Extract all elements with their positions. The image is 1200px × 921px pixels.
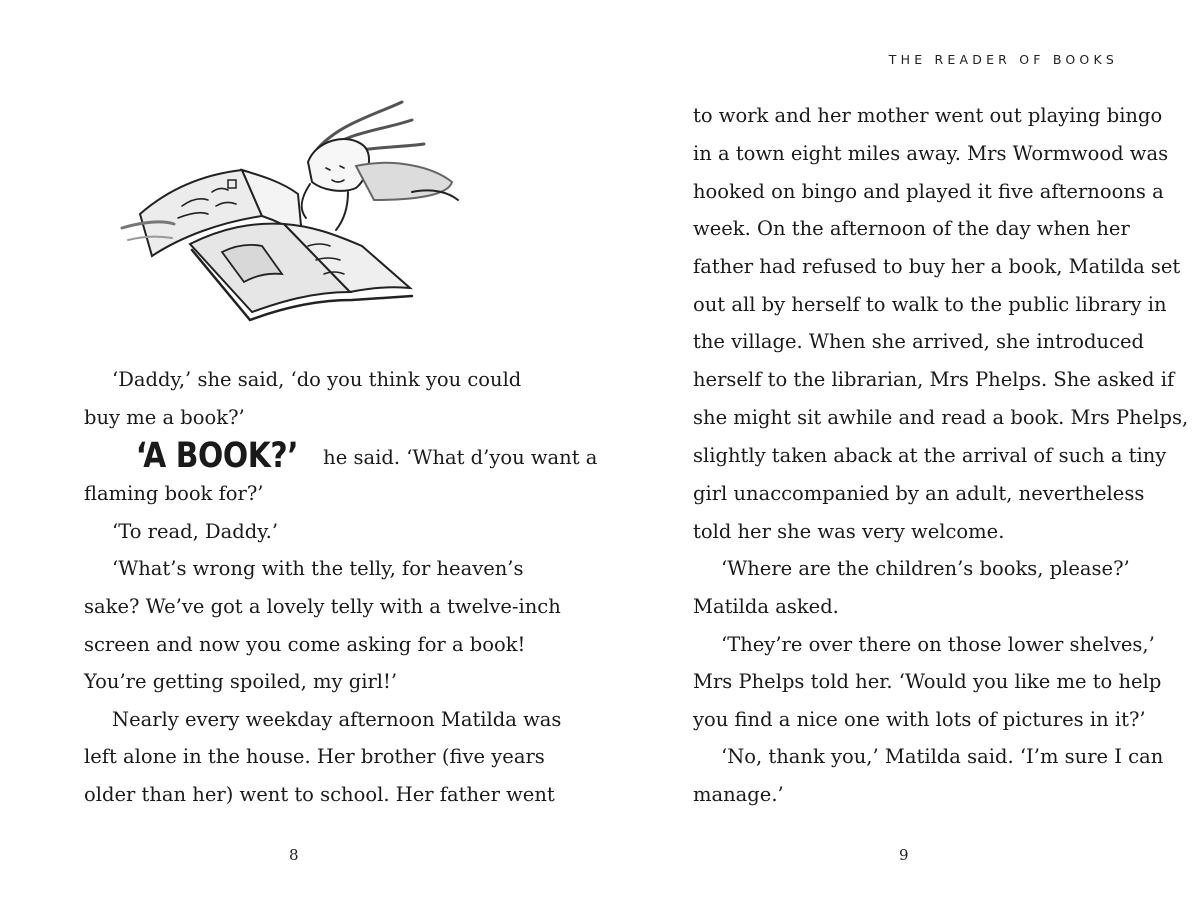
- text-line: you find a nice one with lots of pictures in it?’: [693, 708, 1146, 731]
- shout-text: ‘A BOOK?’: [135, 436, 299, 476]
- text-line: in a town eight miles away. Mrs Wormwood was: [693, 142, 1169, 165]
- text-line: sake? We’ve got a lovely telly with a twelve-inch: [84, 595, 561, 618]
- text-line: she might sit awhile and read a book. Mrs Phelps,: [693, 406, 1189, 429]
- page-number: 8: [289, 846, 299, 864]
- text-line: ‘Daddy,’ she said, ‘do you think you could: [112, 368, 522, 391]
- text-line: to work and her mother went out playing bingo: [693, 104, 1163, 127]
- text-line: manage.’: [693, 783, 784, 806]
- text-line: ‘To read, Daddy.’: [112, 520, 279, 543]
- text-line: ‘What’s wrong with the telly, for heaven’s: [112, 557, 524, 580]
- text-line-with-heading: [84, 436, 598, 476]
- text-line: Matilda asked.: [693, 595, 839, 618]
- text-line: girl unaccompanied by an adult, nevertheless: [693, 482, 1145, 505]
- text-line: father had refused to buy her a book, Matilda set: [693, 255, 1181, 278]
- running-head: THE READER OF BOOKS: [888, 52, 1118, 67]
- girl-drawing: [302, 102, 458, 230]
- text-line-tail: he said. ‘What d’you want a: [316, 446, 598, 469]
- text-line: out all by herself to walk to the public library in: [693, 293, 1167, 316]
- text-line: flaming book for?’: [84, 482, 264, 505]
- text-line: buy me a book?’: [84, 406, 245, 429]
- text-line: screen and now you come asking for a book!: [84, 633, 526, 656]
- text-line: week. On the afternoon of the day when her: [693, 217, 1130, 240]
- text-line: ‘They’re over there on those lower shelves,’: [721, 633, 1155, 656]
- text-line: told her she was very welcome.: [693, 520, 1005, 543]
- text-line: left alone in the house. Her brother (five years: [84, 745, 545, 768]
- right-page: [600, 0, 1200, 921]
- text-line: ‘Where are the children’s books, please?’: [721, 557, 1130, 580]
- text-line: ‘No, thank you,’ Matilda said. ‘I’m sure I can: [721, 745, 1164, 768]
- text-line: You’re getting spoiled, my girl!’: [84, 670, 398, 693]
- girl-reading-book-illustration: [112, 96, 462, 336]
- page-number: 9: [899, 846, 909, 864]
- text-line: older than her) went to school. Her father went: [84, 783, 555, 806]
- text-line: slightly taken aback at the arrival of such a tiny: [693, 444, 1167, 467]
- text-line: Nearly every weekday afternoon Matilda was: [112, 708, 562, 731]
- front-book-drawing: [190, 224, 412, 320]
- text-line: hooked on bingo and played it five afternoons a: [693, 180, 1164, 203]
- text-line: herself to the librarian, Mrs Phelps. She asked if: [693, 368, 1175, 391]
- text-line: Mrs Phelps told her. ‘Would you like me to help: [693, 670, 1162, 693]
- text-line: the village. When she arrived, she introduced: [693, 330, 1145, 353]
